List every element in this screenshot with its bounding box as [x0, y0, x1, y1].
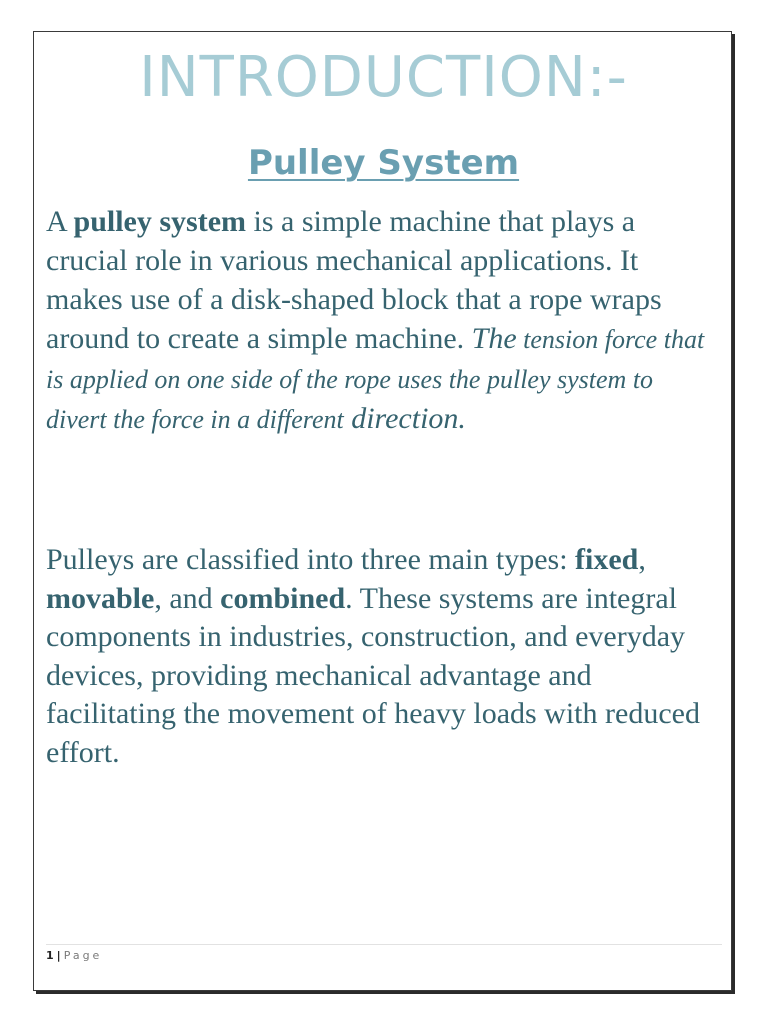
text-run: , [638, 543, 646, 576]
footer-divider [46, 944, 722, 945]
text-run: . These systems are integral components in industries, construction, and everyday devices, providing mechanical advantage and facilitating the movement of heavy loads with reduced effort. [46, 581, 700, 769]
intro-paragraph [46, 202, 718, 439]
italic-run: direction. [343, 402, 466, 435]
types-paragraph [46, 541, 718, 773]
bold-term: fixed [575, 543, 639, 576]
text-run: A [46, 205, 74, 238]
section-heading [34, 140, 733, 186]
text-run: Pulleys are classified into three main types: [46, 543, 576, 576]
italic-run: tension force that is applied on one side of the rope uses the pulley system to divert the force in a different [46, 325, 705, 434]
page-label: Page [63, 949, 103, 962]
bold-term: pulley system [73, 205, 247, 238]
text-run: is a simple machine that plays a crucial role in various mechanical applications. It makes use of a disk-shaped block that a rope wraps around to create a simple machine. [46, 205, 662, 355]
document-page [33, 31, 732, 991]
footer-separator: | [56, 949, 61, 962]
page-title: INTRODUCTION:- [139, 45, 628, 110]
page-footer [46, 948, 102, 964]
section-heading-text: Pulley System [247, 143, 520, 183]
text-run: , and [154, 581, 221, 615]
bold-term: movable [46, 581, 155, 615]
bold-term: combined [220, 581, 346, 615]
italic-run: The [471, 322, 517, 355]
page-number: 1 [46, 949, 54, 962]
